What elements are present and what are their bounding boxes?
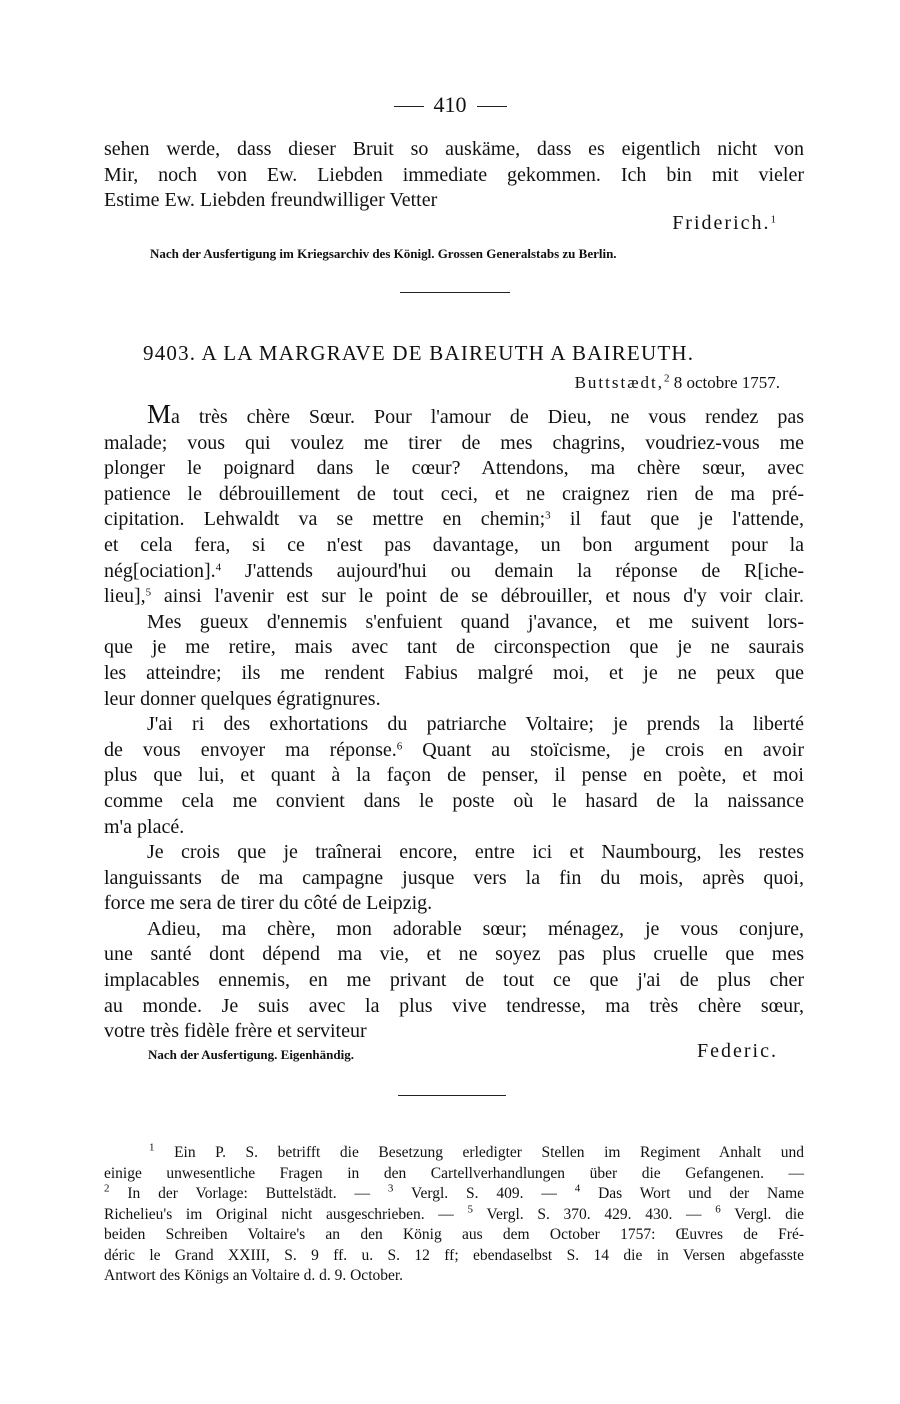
footnote-marker: 4: [574, 1182, 581, 1195]
body-line: que je me retire, mais avec tant de circonspection que je ne saurais: [104, 636, 804, 659]
body-line: languissants de ma campagne jusque vers la fin du mois, après quoi,: [104, 866, 804, 889]
body-line: cipitation. Lehwaldt va se mettre en chemin;$^3$ il faut que je l'attende,: [104, 508, 804, 531]
letter-source-note: Nach der Ausfertigung. Eigenhändig.: [148, 1047, 354, 1062]
body-line: malade; vous qui voulez me tirer de mes chagrins, voudriez-vous me: [104, 431, 804, 454]
body-line: force me sera de tirer du côté de Leipzig.: [104, 892, 433, 915]
footnote-ref-2: 2: [664, 372, 670, 385]
footnote-ref-1: 1: [770, 213, 778, 226]
section-divider: [400, 292, 510, 293]
footnote-ref-4: 4: [215, 560, 222, 573]
dateline: [575, 373, 780, 393]
body-line: J'ai ri des exhortations du patriarche Voltaire; je prends la liberté: [147, 713, 804, 736]
body-line: nég[ociation].$^4$ J'attends aujourd'hui ou demain la réponse de R[iche-: [104, 559, 804, 582]
footnotes: [104, 1143, 804, 1287]
footnote-line: Antwort des Königs an Voltaire d. d. 9. October.: [104, 1267, 404, 1284]
body-line: et cela fera, si ce n'est pas davantage, un bon argument pour la: [104, 533, 804, 556]
footnote-line: $^1$ Ein P. S. betrifft die Besetzung erledigter Stellen im Regiment Anhalt und: [149, 1141, 805, 1161]
letter-heading: 9403. A LA MARGRAVE DE BAIREUTH A BAIREUTH.: [143, 341, 695, 365]
footnote-marker: 3: [387, 1182, 394, 1195]
carry-line: Mir, noch von Ew. Liebden immediate gekommen. Ich bin mit vieler: [104, 163, 804, 186]
body-line: au monde. Je suis avec la plus vive tendresse, ma très chère sœur,: [104, 994, 804, 1017]
footnote-marker: 5: [467, 1202, 474, 1215]
carry-signature: [672, 212, 778, 235]
body-line: lieu],$^5$ ainsi l'avenir est sur le point de se débrouiller, et nous d'y voir clair.: [104, 585, 804, 608]
footnote-ref-5: 5: [145, 586, 152, 599]
letter-signature: Federic.: [697, 1040, 778, 1062]
body-line: plonger le poignard dans le cœur? Attendons, ma chère sœur, avec: [104, 457, 804, 480]
body-line: Je crois que je traînerai encore, entre ici et Naumbourg, les restes: [147, 841, 804, 864]
footnote-line: $^2$ In der Vorlage: Buttelstädt. — $^3$ Vergl. S. 409. — $^4$ Das Wort und der Name: [104, 1182, 805, 1202]
body-line: leur donner quelques égratignures.: [104, 687, 381, 710]
page-number-right-dash: [477, 106, 507, 107]
body-line: de vous envoyer ma réponse.$^6$ Quant au stoïcisme, je crois en avoir: [104, 738, 804, 761]
page-number-left-dash: [394, 106, 424, 107]
footnote-line: déric le Grand XXIII, S. 9 ff. u. S. 12 ff; ebendaselbst S. 14 die in Versen abgefasste: [104, 1246, 804, 1264]
carry-over-text: [104, 137, 804, 214]
body-line: Ma très chère Sœur. Pour l'amour de Dieu, ne vous rendez pas: [147, 399, 804, 429]
initial-letter: M: [147, 399, 172, 429]
body-line: m'a placé.: [104, 815, 185, 838]
carry-source-note: Nach der Ausfertigung im Kriegsarchiv des Königl. Grossen Generalstabs zu Berlin.: [150, 246, 617, 261]
dateline-date: 8 octobre 1757.: [673, 373, 780, 392]
carry-signature-text: Friderich.: [672, 212, 771, 234]
body-line: les atteindre; ils me rendent Fabius malgré moi, et je ne peux que: [104, 661, 804, 684]
footnote-line: beiden Schreiben Voltaire's an den König aus dem October 1757: Œuvres de Fré-: [104, 1226, 804, 1243]
footnote-marker: 6: [715, 1202, 721, 1215]
footnote-ref-3: 3: [545, 509, 551, 522]
carry-line: sehen werde, dass dieser Bruit so auskäme, dass es eigentlich nicht von: [104, 138, 804, 160]
body-line: Adieu, ma chère, mon adorable sœur; ménagez, je vous conjure,: [147, 917, 804, 940]
footnote-ref-6: 6: [396, 740, 403, 753]
body-line: votre très fidèle frère et serviteur: [104, 1020, 367, 1043]
body-line: implacables ennemis, en me privant de tout ce que j'ai de plus cher: [104, 969, 804, 992]
dateline-place: Buttstædt,: [574, 373, 665, 392]
letter-body: [104, 399, 804, 1045]
body-line: patience le débrouillement de tout ceci, et ne craignez rien de ma pré-: [104, 482, 804, 505]
footnote-marker: 1: [149, 1141, 155, 1154]
footnote-marker: 2: [104, 1182, 110, 1195]
body-line: comme cela me convient dans le poste où le hasard de la naissance: [104, 789, 804, 812]
body-line: une santé dont dépend ma vie, et ne soyez pas plus cruelle que mes: [104, 943, 804, 966]
carry-last-line: Estime Ew. Liebden freundwilliger Vetter: [104, 189, 438, 212]
body-line: Mes gueux d'ennemis s'enfuient quand j'avance, et me suivent lors-: [147, 610, 804, 633]
page-number-text: 410: [433, 92, 467, 117]
body-line: plus que lui, et quant à la façon de penser, il pense en poète, et moi: [104, 764, 804, 787]
footnote-line: Richelieu's im Original nicht ausgeschrieben. — $^5$ Vergl. S. 370. 429. 430. — $^6$ Vergl. die: [104, 1202, 805, 1223]
page-number: [0, 92, 900, 118]
footnote-line: einige unwesentliche Fragen in den Cartellverhandlungen über die Gefangenen. —: [104, 1164, 804, 1182]
footnote-divider: [398, 1095, 506, 1096]
